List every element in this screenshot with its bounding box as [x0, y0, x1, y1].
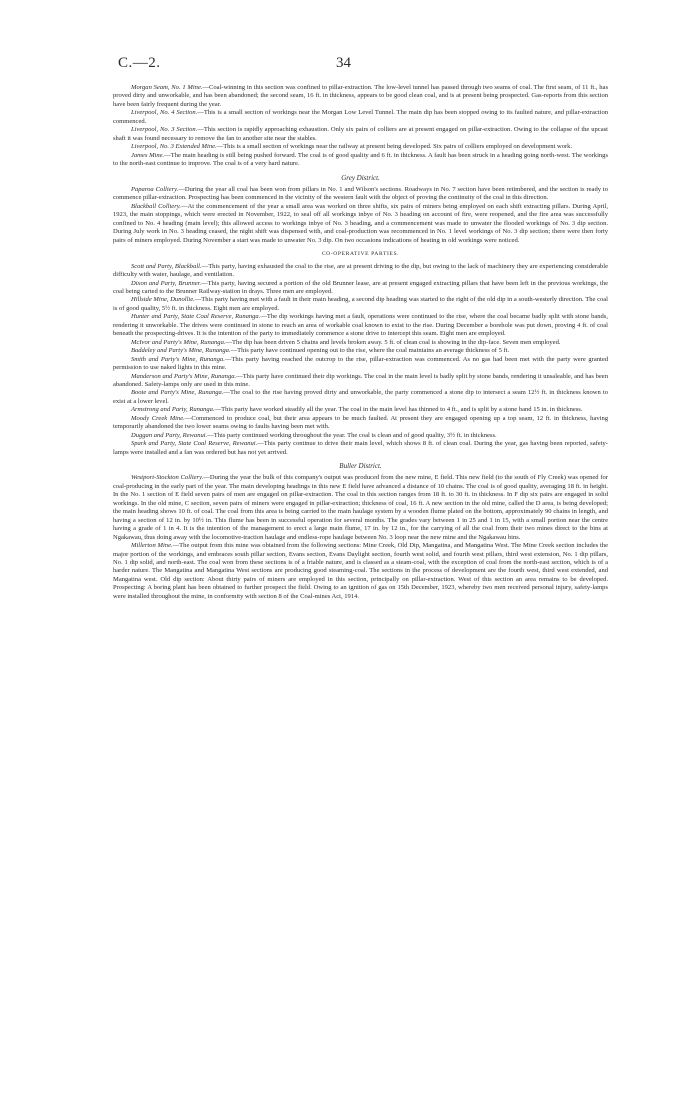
paragraph-text: —This party have continued their dip workings. The coal in the main level is badly split by stone bands, rendering it unsaleable, and has been abandoned. Safety-lamps only are used in this mine.: [113, 372, 608, 388]
mine-name: Moody Creek Mine.: [131, 414, 185, 422]
mine-name: Manderson and Party's Mine, Runanga.: [131, 372, 237, 380]
paragraph-text: —The dip has been driven 5 chains and levels broken away. 5 ft. of clean coal is showing in the dip-face. Seven men employed.: [225, 338, 561, 346]
paragraph: [113, 203, 608, 245]
paragraph-text: —The dip workings having met a fault, operations were continued to the rise, where the coal became badly split with stone bands, rendering it unworkable. The drives were continued in stone to reach an area of workable coal known to exist to the rise. During December a borehole was put down, proving 4 ft. of coal beneath the prospecting-drives. It is the intention of the party to immediately commence a stone drive to intercept this seam. Eight men are employed.: [113, 313, 608, 338]
mine-name: Boote and Party's Mine, Runanga.: [131, 389, 224, 397]
mine-name: Morgan Seam, No. 1 Mine.: [131, 84, 203, 91]
paragraph-text: —This party continue to drive their main level, which shows 8 ft. of clean coal. During the year, gas having been reported, safety-lamps were installed and a fan was ordered but has not yet arrived.: [113, 440, 608, 456]
paragraph-text: —The coal to the rise having proved dirty and unworkable, the party commenced a stone dip to intersect a seam 12½ ft. in thickness known to exist at a lower level.: [113, 389, 608, 405]
paragraph: [113, 373, 608, 390]
paragraph: [113, 356, 608, 373]
mine-name: Paparoa Colliery.: [131, 185, 179, 193]
section-heading-grey-district: Grey District.: [341, 173, 380, 182]
mine-name: Dixon and Party, Brunner.: [131, 279, 202, 287]
mine-name: Liverpool, No. 4 Section.: [131, 109, 198, 117]
paragraph: [113, 143, 608, 151]
page-body: [113, 84, 608, 601]
document-code: C.—2.: [118, 55, 161, 71]
paragraph: [113, 296, 608, 313]
mine-name: Spark and Party, State Coal Reserve, Rewanui.: [131, 440, 258, 448]
mine-name: Liverpool, No. 3 Extended Mine.: [131, 143, 217, 151]
mine-name: Duggan and Party, Rewanui.: [131, 431, 208, 439]
paragraph: [113, 263, 608, 280]
mine-name: Scott and Party, Blackball.: [131, 262, 202, 270]
section-buller-district: [113, 474, 608, 601]
mine-name: Millerton Mine.: [131, 542, 173, 550]
mine-name: Hunter and Party, State Coal Reserve, Runanga.: [131, 313, 261, 321]
paragraph: [113, 84, 608, 109]
paragraph-text: —This is a small section of workings near the Morgan Low Level Tunnel. The main dip has been stopped owing to its faulted nature, and pillar-extraction commenced.: [113, 109, 608, 125]
paragraph-text: —This party having met with a fault in their main heading, a second dip heading was started to the right of the old dip in a south-westerly direction. The coal is of good quality, 5½ ft. in thickness. Eight men are employed.: [113, 296, 608, 312]
paragraph-text: —The output from this mine was obtained from the following sections: Mine Creek, Old Dip, Mangatina, and Mangatina West. The Mine Creek section includes the major portion of the workings, and embraces south pillar section, Evans section, Evans Daylight section, fourth west solid, and fourth west pillars, third west extension, No. 1 dip pillars, No. 1 dip solid, and north-east. The coal won from these sections is of a friable nature, and is classed as a steam-coal, with the exception of coal from the north-east section, which is of a harder nature. The Mangatina and Mangatina West sections are producing good steaming-coal. The sections in the process of development are the fourth west, third west extended, and Mangatina west. Old dip section: About thirty pairs of miners are employed in this section, principally on pillar-extraction. West of this section an area remains to be developed. Prospecting: A boring plant has been obtained to further prospect the field. Owing to an ignition of gas on 15th December, 1923, whereby two men received personal injury, safety-lamps were installed throughout the mine, in conformity with section 8 of the Coal-mines Act, 1914.: [113, 542, 608, 600]
mine-name: Westport-Stockton Colliery.: [131, 474, 204, 482]
mine-name: Baddeley and Party's Mine, Runanga.: [131, 347, 231, 355]
paragraph-text: —During the year the bulk of this company's output was produced from the new mine, E field. This new field (to the south of Fly Creek) was opened for coal-producing in the early part of the year. The main developing headings in this new E field have advanced a distance of 10 chains. The coal is of good quality, averaging 18 ft. in height. In the No. 1 section of E field seven pairs of men are engaged on pillar-extraction. The coal in this section ranges from 18 ft. to 30 ft. in thickness. In F dip six pairs are engaged in solid workings. In the old mine, C section, seven pairs of miners were engaged in pillar-extraction; thickness of coal, 16 ft. A new section in the old mine, called the D area, is being developed; the main heading shows 10 ft. of coal. The coal from this area is being carried to the main haulage system by a wooden flume plated on the bottom, approximately 90 chains in length, and having a section of 12 in. by 10½ in. This flume has been in successful operation for several months. The grades vary between 1 in 25 and 1 in 15, with a small portion near the centre having a grade of 1 in 4. It is the intention of the management to erect a large main flume, 17 in. by 12 in., for the carrying of all the coal from their two mines direct to the bins at Ngakawau, thus doing away with the locomotive-traction haulage and endless-rope haulage between No. 3 loop near the new mine and the Ngakawau bins.: [113, 474, 608, 541]
paragraph-text: —This party have continued opening out to the rise, where the coal maintains an average thickness of 5 ft.: [230, 347, 510, 355]
paragraph-text: —This party, having exhausted the coal to the rise, are at present driving to the dip, but owing to the lack of machinery they are experiencing considerable difficulty with water, haulage, and ventilation.: [113, 262, 608, 279]
section-heading-cooperative-parties: CO-OPERATIVE PARTIES.: [321, 251, 400, 258]
paragraph: [113, 432, 608, 440]
paragraph: [113, 347, 608, 355]
section-heading-buller-district: Buller District.: [339, 462, 382, 471]
paragraph-text: —Commenced to produce coal, but their area appears to be much faulted. At present they are engaged opening up a top seam, 12 ft. in thickness, having temporarily abandoned the two lower seams owing to faults having been met with.: [113, 414, 608, 431]
paragraph-text: —This party, having secured a portion of the old Brunner lease, are at present engaged extracting pillars that have been left in the previous workings, the coal being carted to the Brunner Railway-station in drays. Three men are employed.: [113, 279, 608, 295]
paragraph: [113, 406, 608, 414]
section-morgan-liverpool-james: [113, 84, 608, 169]
paragraph: [113, 389, 608, 406]
paragraph: [113, 280, 608, 297]
paragraph: [113, 313, 608, 338]
mine-name: McIvor and Party's Mine, Runanga.: [131, 338, 226, 346]
page-number: 34: [336, 55, 351, 71]
paragraph-text: —This section is rapidly approaching exhaustion. Only six pairs of colliers are at present engaged on pillar-extraction. Owing to the collapse of the upcast shaft it was found necessary to remove the fan to another site near the stables.: [113, 126, 608, 142]
mine-name: Hillside Mine, Dunollie.: [131, 296, 195, 304]
paragraph-text: —This party having reached the outcrop to the rise, pillar-extraction was commenced. As no gas had been met with the party were granted permission to use naked lights in this mine.: [113, 355, 608, 372]
paragraph: [113, 339, 608, 347]
paragraph-text: —This party have worked steadily all the year. The coal in the main level has thinned to 4 ft., and is split by a stone band 15 in. in thickness.: [214, 406, 583, 414]
section-cooperative-parties: [113, 263, 608, 457]
paragraph-text: —During the year all coal has been won from pillars in No. 1 and Wilson's sections. Roadways in No. 7 section have been retimbered, and the section is ready to commence pillar-extraction. Prospecting has been commenced in the vicinity of the western fault with the object of proving the continuity of the coal in this direction.: [113, 185, 608, 202]
paragraph: [113, 109, 608, 126]
mine-name: Blackball Colliery.: [131, 202, 181, 210]
mine-name: Liverpool, No. 3 Section.: [131, 126, 198, 134]
paragraph: [113, 440, 608, 457]
paragraph: [113, 542, 608, 601]
mine-name: Smith and Party's Mine, Runanga.: [131, 355, 225, 363]
paragraph: [113, 152, 608, 169]
paragraph-text: —At the commencement of the year a small area was worked on three shifts, six pairs of miners being employed on each shift extracting pillars. During April, 1923, the main stoppings, which were erected in November, 1922, to seal off all workings inbye of No. 3 heading on account of fire, were reopened, and the fire area was successfully confined to No. 4 heading (main level); this allowed access to workings inbye of No. 3 heading, and a commencement was made to unwater the flooded workings of No. 3 dip section. During July work in No. 3 heading ceased, the night shift was dispensed with, and coal-production was recommenced in No. 1 level workings of No. 3 dip section; there were then forty pairs of miners employed. During November a start was made to unwater No. 3 dip. On two occasions indications of heating in old workings were noticed.: [113, 202, 608, 244]
paragraph-text: —This party continued working throughout the year. The coal is clean and of good quality, 3½ ft. in thickness.: [207, 431, 497, 439]
paragraph: [113, 186, 608, 203]
mine-name: Armstrong and Party, Runanga.: [131, 406, 215, 414]
mine-name: James Mine.: [131, 151, 165, 159]
paragraph: [113, 415, 608, 432]
paragraph-text: —The main heading is still being pushed forward. The coal is of good quality and 6 ft. in thickness. A fault has been struck in a heading going north-west. The workings to the north-east continue to improve. The coal is of a very hard nature.: [113, 151, 608, 168]
paragraph: [113, 474, 608, 542]
section-grey-district: [113, 186, 608, 245]
paragraph-text: —Coal-winning in this section was confined to pillar-extraction. The low-level tunnel has passed through two seams of coal. The first seam, of 11 ft., has proved dirty and unworkable, and has been abandoned; the second seam, 16 ft. in thickness, appears to be good clean coal, and is at present being prospected. Gas-reports from this section have been fairly frequent during the year.: [113, 84, 608, 108]
paragraph-text: —This is a small section of workings near the railway at present being developed. Six pairs of colliers employed on development work.: [216, 143, 573, 151]
paragraph: [113, 126, 608, 143]
